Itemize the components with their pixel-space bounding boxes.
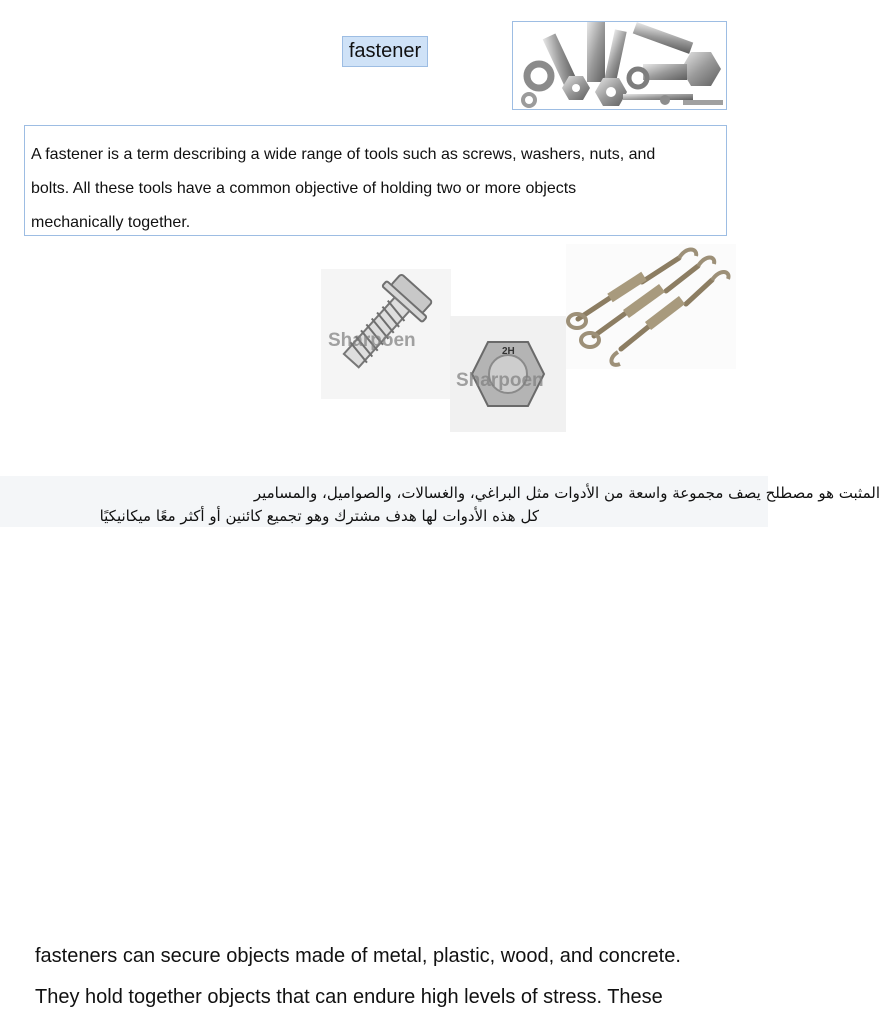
turnbuckle-icon [566, 244, 736, 369]
turnbuckle-image [566, 244, 736, 369]
nut-marking: 2H [502, 346, 515, 357]
definition-box [24, 125, 727, 236]
arabic-line: كل هذه الأدوات لها هدف مشترك وهو تجميع كائنين أو أكثر معًا ميكانيكيًا [99, 507, 539, 525]
page-title: fastener [342, 36, 428, 67]
body-line: They hold together objects that can endure high levels of stress. These [35, 986, 663, 1008]
body-line: fasteners can secure objects made of metal, plastic, wood, and concrete. [35, 945, 681, 967]
definition-line: A fastener is a term describing a wide range of tools such as screws, washers, nuts, and [31, 146, 656, 163]
nut-watermark: Sharpoen [456, 370, 544, 391]
screw-watermark: Sharpoen [328, 330, 416, 351]
body-paragraph [35, 936, 735, 1018]
definition-line: bolts. All these tools have a common objective of holding two or more objects [31, 180, 577, 197]
arabic-translation-band [0, 476, 880, 527]
fastener-assortment-icon [513, 22, 726, 109]
fastener-assortment-image [512, 21, 727, 110]
screw-image [321, 269, 451, 399]
arabic-line: المثبت هو مصطلح يصف مجموعة واسعة من الأدوات مثل البراغي، والغسالات، والصواميل، والمسامير [253, 484, 880, 502]
hex-nut-image [450, 316, 566, 432]
definition-line: mechanically together. [31, 214, 191, 231]
